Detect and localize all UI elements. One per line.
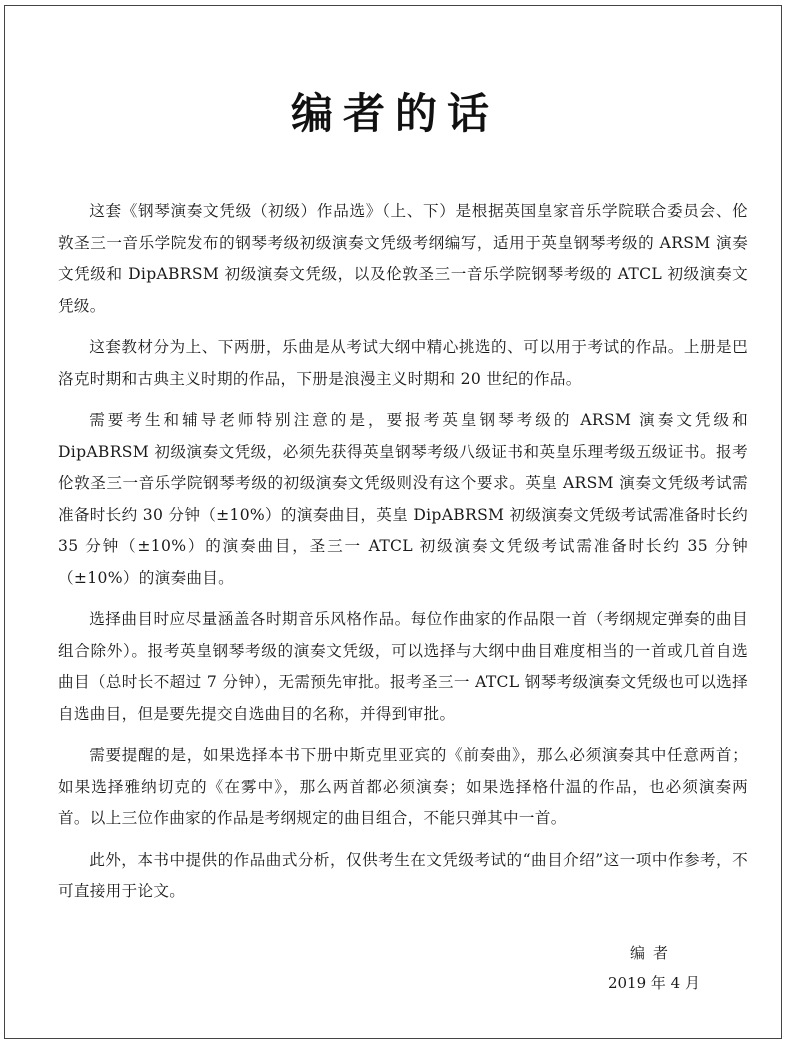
paragraph: 选择曲目时应尽量涵盖各时期音乐风格作品。每位作曲家的作品限一首（考纲规定弹奏的曲目组合除外）。报考英皇钢琴考级的演奏文凭级，可以选择与大纲中曲目难度相当的一首或几首自选曲目（总时长不超过 7 分钟），无需预先审批。报考圣三一 ATCL 钢琴考级演奏文凭级也可以选择自选曲目，但是要先提交自选曲目的名称，并得到审批。 [58, 610, 748, 723]
paragraph: 需要考生和辅导老师特别注意的是，要报考英皇钢琴考级的 ARSM 演奏文凭级和 DipABRSM 初级演奏文凭级，必须先获得英皇钢琴考级八级证书和英皇乐理考级五级证书。报考伦敦圣三一音乐学院钢琴考级的初级演奏文凭级则没有这个要求。英皇 ARSM 演奏文凭级考试需准备时长约 30 分钟（±10%）的演奏曲目，英皇 DipABRSM 初级演奏文凭级考试需准备时长约 35 分钟（±10%）的演奏曲目，圣三一 ATCL 初级演奏文凭级考试需准备时长约 35 分钟（±10%）的演奏曲目。 [58, 411, 748, 587]
paragraph: 这套《钢琴演奏文凭级（初级）作品选》（上、下）是根据英国皇家音乐学院联合委员会、伦敦圣三一音乐学院发布的钢琴考级初级演奏文凭级考纲编写，适用于英皇钢琴考级的 ARSM 演奏文凭级和 DipABRSM 初级演奏文凭级，以及伦敦圣三一音乐学院钢琴考级的 ATCL 初级演奏文凭级。 [58, 202, 748, 315]
body-text [58, 196, 748, 918]
paragraph: 需要提醒的是，如果选择本书下册中斯克里亚宾的《前奏曲》，那么必须演奏其中任意两首；如果选择雅纳切克的《在雾中》，那么两首都必须演奏；如果选择格什温的作品，也必须演奏两首。以上三位作曲家的作品是考纲规定的曲目组合，不能只弹其中一首。 [58, 746, 748, 827]
signature-author: 编者 [629, 944, 676, 962]
page-title: 编者的话 [290, 89, 499, 138]
paragraph: 这套教材分为上、下两册，乐曲是从考试大纲中精心挑选的、可以用于考试的作品。上册是巴洛克时期和古典主义时期的作品，下册是浪漫主义时期和 20 世纪的作品。 [58, 338, 748, 388]
signature-block [608, 938, 700, 998]
signature-date: 2019 年 4 月 [607, 974, 700, 992]
paragraph: 此外，本书中提供的作品曲式分析，仅供考生在文凭级考试的“曲目介绍”这一项中作参考，不可直接用于论文。 [58, 850, 748, 900]
